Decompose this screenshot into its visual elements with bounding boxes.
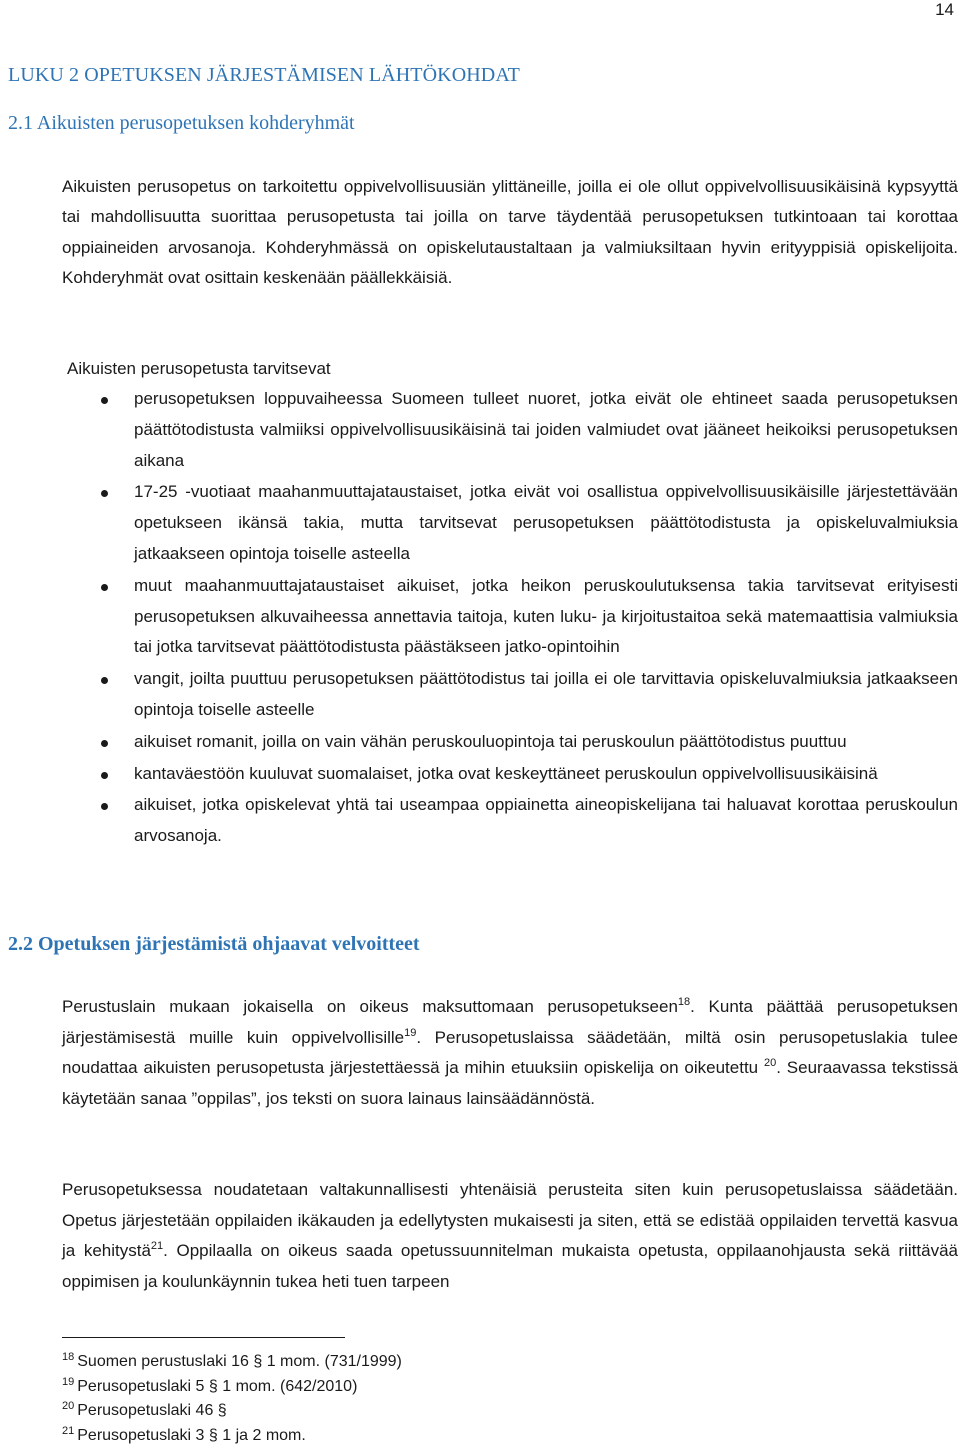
footnote-ref-18: 18 — [677, 996, 691, 1008]
footnote-ref-19: 19 — [404, 1026, 417, 1039]
paragraph-text: . Seuraavassa tekstissä käytetään sanaa ”oppilas”, jos teksti on suora lainaus lainsäädännöstä. — [62, 1058, 958, 1108]
footnote-text: Perusopetuslaki 3 § 1 ja 2 mom. — [77, 1426, 306, 1444]
list-item — [96, 477, 958, 569]
bullet-icon — [101, 803, 108, 810]
paragraph-text: Perustuslain mukaan jokaisella on oikeus maksuttomaan perusopetukseen — [62, 997, 678, 1016]
target-group-list — [96, 384, 958, 852]
bullet-icon — [101, 397, 108, 404]
footnote — [62, 1399, 402, 1424]
footnote-number: 19 — [62, 1375, 75, 1388]
footnotes — [62, 1350, 402, 1448]
paragraph-text: . Oppilaalla on oikeus saada opetussuunnitelman mukaista opetusta, oppilaanohjausta sekä riittävää oppimisen ja koulunkäynnin tukea heti tuen tarpeen — [62, 1241, 958, 1291]
bullet-icon — [101, 490, 108, 497]
list-item-text: vangit, joilta puuttuu perusopetuksen päättötodistus tai joilla ei ole tarvittavia opiskeluvalmiuksia jatkaakseen opintoja toiselle asteelle — [134, 669, 958, 719]
list-item-text: perusopetuksen loppuvaiheessa Suomeen tulleet nuoret, jotka eivät ole ehtineet saada perusopetuksen päättötodistusta valmiiksi oppivelvollisuusikäisinä tai joiden valmiudet ovat jääneet heikoiksi perusopetuksen aikana — [134, 389, 958, 470]
target-groups-paragraph: Aikuisten perusopetus on tarkoitettu oppivelvollisuusiän ylittäneille, joilla ei ole ollut oppivelvollisuusikäisinä kypsyyttä tai mahdollisuutta suorittaa perusopetusta tai joilla on tarve täydentää perusopetuksen tutkintoaan tai korottaa oppiaineiden arvosanoja. Kohderyhmässä on opiskelutaustaltaan ja valmiuksiltaan hyvin erityyppisiä opiskelijoita. Kohderyhmät ovat osittain keskenään päällekkäisiä. — [62, 177, 958, 287]
footnote — [62, 1350, 402, 1375]
paragraph-text: . Perusopetuslaissa säädetään, miltä osin perusopetuslakia tulee noudattaa aikuisten perusopetusta järjestettäessä ja mihin etuuksiin opiskelija on oikeutettu — [62, 1027, 958, 1077]
page-number: 14 — [935, 0, 954, 19]
obligations-paragraph-1 — [62, 992, 958, 1114]
section-heading-2-1: 2.1 Aikuisten perusopetuksen kohderyhmät — [8, 112, 355, 134]
bullet-icon — [101, 772, 108, 779]
footnote-separator — [62, 1337, 345, 1338]
list-item — [96, 790, 958, 852]
list-item — [96, 384, 958, 476]
bullet-icon — [101, 584, 108, 591]
list-item-text: aikuiset romanit, joilla on vain vähän peruskouluopintoja tai peruskoulun päättötodistus puuttuu — [134, 731, 847, 751]
footnote-number: 18 — [62, 1351, 75, 1363]
footnote-text: Perusopetuslaki 46 § — [77, 1402, 227, 1419]
footnote-ref-20: 20 — [763, 1057, 777, 1069]
chapter-heading: LUKU 2 OPETUKSEN JÄRJESTÄMISEN LÄHTÖKOHDAT — [8, 64, 520, 86]
footnote-number: 21 — [62, 1424, 75, 1437]
footnote — [62, 1375, 402, 1400]
footnote-text: Suomen perustuslaki 16 § 1 mom. (731/1999) — [77, 1353, 402, 1370]
paragraph-text: Perusopetuksessa noudatetaan valtakunnallisesti yhtenäisiä perusteita siten kuin perusopetuslaissa säädetään. Opetus järjestetään oppilaiden ikäkauden ja edellytysten mukaisesti ja siten, että se edistää oppilaiden tervettä kasvua ja kehitystä — [62, 1180, 958, 1260]
footnote-ref-21: 21 — [150, 1240, 164, 1252]
list-item-text: 17-25 -vuotiaat maahanmuuttajataustaiset, jotka eivät voi osallistua oppivelvollisuusikäisille järjestettävään opetukseen ikänsä takia, mutta tarvitsevat perusopetuksen päättötodistusta ja opiskeluvalmiuksia jatkaakseen opintoja toiselle asteella — [134, 482, 958, 563]
footnote-number: 20 — [62, 1400, 75, 1412]
bullet-icon — [101, 677, 108, 684]
paragraph-text: . Kunta päättää perusopetuksen järjestämisestä muille kuin oppivelvollisille — [62, 997, 958, 1047]
list-item-text: muut maahanmuuttajataustaiset aikuiset, jotka heikon peruskoulutuksensa takia tarvitsevat erityisesti perusopetuksen alkuvaiheessa annettavia taitoja, kuten luku- ja kirjoitustaitoa sekä matemaattisia valmiuksia tai jotka tarvitsevat päättötodistusta päästäkseen jatko-opintoihin — [134, 575, 958, 657]
obligations-paragraph-2 — [62, 1175, 958, 1297]
bullet-icon — [101, 740, 108, 747]
list-item — [96, 664, 958, 726]
list-item — [96, 571, 958, 663]
footnote-text: Perusopetuslaki 5 § 1 mom. (642/2010) — [77, 1377, 358, 1395]
list-item-text: aikuiset, jotka opiskelevat yhtä tai useampaa oppiainetta aineopiskelijana tai haluavat korottaa peruskoulun arvosanoja. — [134, 795, 958, 846]
list-intro: Aikuisten perusopetusta tarvitsevat — [67, 359, 331, 378]
list-item — [96, 759, 958, 790]
list-item — [96, 727, 958, 758]
footnote — [62, 1424, 402, 1449]
section-heading-2-2: 2.2 Opetuksen järjestämistä ohjaavat velvoitteet — [8, 933, 420, 955]
list-item-text: kantaväestöön kuuluvat suomalaiset, jotka ovat keskeyttäneet peruskoulun oppivelvollisuusikäisinä — [134, 763, 878, 783]
